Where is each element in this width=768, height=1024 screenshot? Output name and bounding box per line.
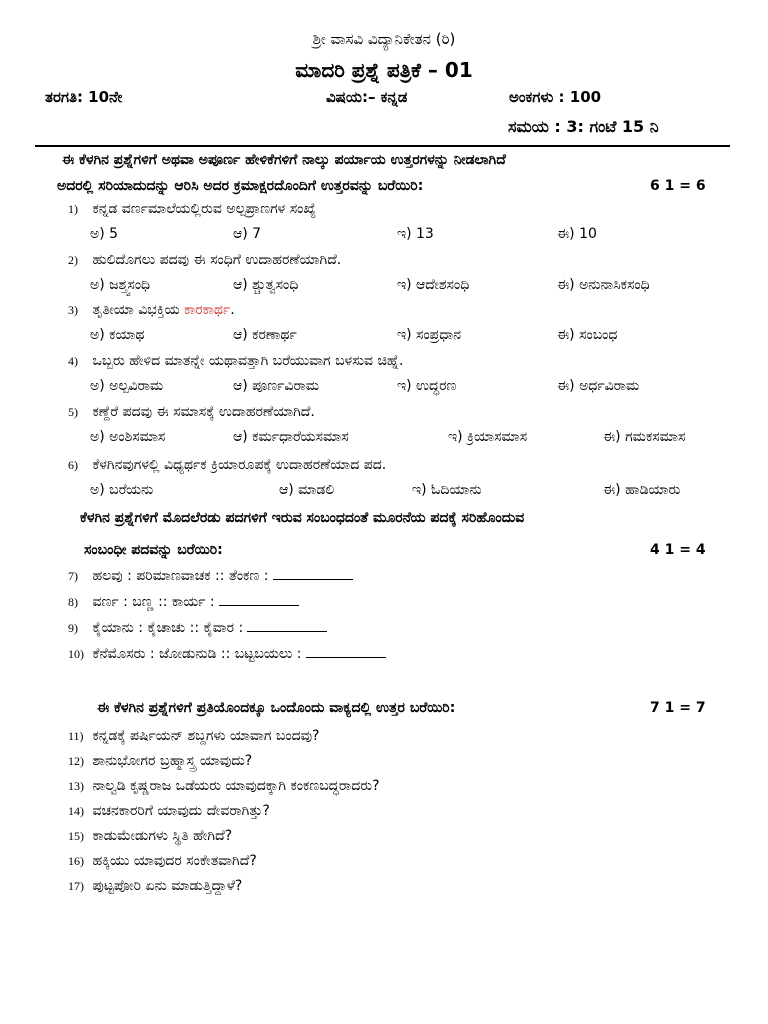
section3-instruction: ಈ ಕೆಳಗಿನ ಪ್ರಶ್ನೆಗಳಿಗೆ ಪ್ರತಿಯೊಂದಕ್ಕೂ ಒಂದೊಂದು ವಾಕ್ಯದಲ್ಲಿ ಉತ್ತರ ಬರೆಯಿರಿ: (97, 700, 456, 716)
question-5 (68, 404, 315, 420)
option-a: ಅ) ಬರೆಯನು (90, 482, 154, 498)
answer-blank (306, 656, 386, 658)
question-6 (68, 457, 386, 473)
question-number: 12) (68, 754, 84, 768)
header-divider (35, 145, 730, 147)
question-number: 5) (68, 405, 78, 419)
paper-title: ಮಾದರಿ ಪ್ರಶ್ನೆ ಪತ್ರಿಕೆ – 01 (295, 58, 473, 82)
question-text: ಕೆಳಗಿನವುಗಳಲ್ಲಿ ವಿಧ್ಯರ್ಥಕ ಕ್ರಿಯಾರೂಪಕ್ಕೆ ಉದಾಹರಣೆಯಾದ ಪದ. (92, 457, 387, 473)
question-text: ಹಕ್ಕಿಯು ಯಾವುದರ ಸಂಕೇತವಾಗಿದೆ? (92, 853, 257, 869)
option-c: ಇ) ಸಂಪ್ರಧಾನ (397, 327, 462, 343)
answer-blank (273, 578, 353, 580)
option-a: ಅ) 5 (90, 226, 119, 242)
answer-blank (247, 630, 327, 632)
answer-blank (219, 604, 299, 606)
subject-label: ವಿಷಯ:– ಕನ್ನಡ (326, 88, 408, 106)
option-b: ಆ) ಶ್ಚುತ್ವಸಂಧಿ (233, 277, 299, 293)
option-a: ಅ) ಅಲ್ಪವಿರಾಮ (90, 378, 164, 394)
question-text: ಒಬ್ಬರು ಹೇಳಿದ ಮಾತನ್ನೇ ಯಥಾವತ್ತಾಗಿ ಬರೆಯುವಾಗ ಬಳಸುವ ಚಿಹ್ನೆ. (92, 353, 404, 369)
question-text: ಶಾನುಭೋಗರ ಬ್ರಹ್ಮಾಸ್ತ್ರ ಯಾವುದು? (92, 753, 253, 769)
question-text: ವರ್ಣ : ಬಣ್ಣ :: ಕಾರ್ಯ : (92, 594, 215, 610)
question-10 (68, 646, 386, 662)
question-text: ಕನ್ನಡ ವರ್ಣಮಾಲೆಯಲ್ಲಿರುವ ಅಲ್ಪಪ್ರಾಣಗಳ ಸಂಖ್ಯೆ (92, 201, 317, 217)
question-text-end: . (230, 302, 235, 318)
question-12 (68, 753, 252, 769)
question-number: 2) (68, 253, 78, 267)
question-text: ಹುಲಿದೊಗಲು ಪದವು ಈ ಸಂಧಿಗೆ ಉದಾಹರಣೆಯಾಗಿದೆ. (92, 252, 342, 268)
option-b: ಆ) ಕರ್ಮಧಾರೆಯಸಮಾಸ (233, 429, 349, 445)
option-b: ಆ) 7 (233, 226, 262, 242)
question-14 (68, 803, 270, 819)
question-17 (68, 878, 242, 894)
question-number: 13) (68, 779, 84, 793)
question-text: ಕೆನೆಮೊಸರು : ಜೋಡುನುಡಿ :: ಬಟ್ಟಬಯಲು : (92, 646, 302, 662)
question-number: 14) (68, 804, 84, 818)
question-text: ವಚನಕಾರರಿಗೆ ಯಾವುದು ದೇವರಾಗಿತ್ತು? (92, 803, 270, 819)
section1-instruction-line2: ಅದರಲ್ಲಿ ಸರಿಯಾದುದನ್ನು ಆರಿಸಿ ಅದರ ಕ್ರಮಾಕ್ಷರದೊಂದಿಗೆ ಉತ್ತರವನ್ನು ಬರೆಯಿರಿ: (57, 178, 424, 194)
question-text: ಕೈಯಾನು : ಕೈಚಾಚು :: ಕೈವಾರ : (92, 620, 244, 636)
question-1 (68, 201, 316, 217)
option-a: ಅ) ಜಶ್ತ್ವಸಂಧಿ (90, 277, 151, 293)
question-text: ಕನ್ನಡಕ್ಕೆ ಪರ್ಷಿಯನ್ ಶಬ್ದಗಳು ಯಾವಾಗ ಬಂದವು? (92, 728, 320, 744)
option-d: ಈ) ಹಾಡಿಯಾರು (603, 482, 681, 498)
question-4 (68, 353, 404, 369)
question-number: 11) (68, 729, 84, 743)
option-c: ಇ) ಓದಿಯಾನು (412, 482, 482, 498)
question-7 (68, 568, 353, 584)
section2-instruction-line1: ಕೆಳಗಿನ ಪ್ರಶ್ನೆಗಳಿಗೆ ಮೊದಲೆರಡು ಪದಗಳಿಗೆ ಇರುವ ಸಂಬಂಧದಂತೆ ಮೂರನೆಯ ಪದಕ್ಕೆ ಸರಿಹೊಂದುವ (80, 510, 525, 526)
question-number: 3) (68, 303, 78, 317)
question-8 (68, 594, 299, 610)
question-text: ಹಲವು : ಪರಿಮಾಣವಾಚಕ :: ತೆಂಕಣ : (92, 568, 269, 584)
option-c: ಇ) ಆದೇಶಸಂಧಿ (397, 277, 470, 293)
highlighted-term: ಕಾರಕಾರ್ಥ (184, 302, 231, 318)
option-b: ಆ) ಪೂರ್ಣವಿರಾಮ (233, 378, 320, 394)
option-d: ಈ) ಅರ್ಧವಿರಾಮ (557, 378, 640, 394)
class-label: ತರಗತಿ: 10ನೇ (45, 88, 123, 106)
option-c: ಇ) 13 (397, 226, 434, 242)
question-number: 4) (68, 354, 78, 368)
option-a: ಅ) ಅಂಶಿಸಮಾಸ (90, 429, 166, 445)
question-number: 15) (68, 829, 84, 843)
time-label: ಸಮಯ : 3: ಗಂಟೆ 15 ನಿ (508, 117, 659, 136)
option-d: ಈ) ಅನುನಾಸಿಕಸಂಧಿ (557, 277, 650, 293)
school-name: ಶ್ರೀ ವಾಸವಿ ವಿದ್ಯಾನಿಕೇತನ (ರಿ) (312, 30, 456, 48)
option-a: ಅ) ಕಯಾಥ (90, 327, 145, 343)
question-16 (68, 853, 257, 869)
option-c: ಇ) ಉದ್ಧರಣ (397, 378, 457, 394)
question-text: ಪುಟ್ಟಪೋರಿ ಏನು ಮಾಡುತ್ತಿದ್ದಾಳೆ? (92, 878, 243, 894)
question-13 (68, 778, 380, 794)
question-number: 8) (68, 595, 78, 609)
section2-instruction-line2: ಸಂಬಂಧೀ ಪದವನ್ನು ಬರೆಯಿರಿ: (84, 542, 223, 558)
question-2 (68, 252, 341, 268)
question-15 (68, 828, 232, 844)
question-9 (68, 620, 327, 636)
marks-label: ಅಂಕಗಳು : 100 (509, 88, 602, 106)
section3-marks: 7 1 = 7 (650, 700, 706, 716)
question-11 (68, 728, 319, 744)
option-b: ಆ) ಕರಣಾರ್ಥ (233, 327, 297, 343)
section1-instruction-line1: ಈ ಕೆಳಗಿನ ಪ್ರಶ್ನೆಗಳಿಗೆ ಅಥವಾ ಅಪೂರ್ಣ ಹೇಳಿಕೆಗಳಿಗೆ ನಾಲ್ಕು ಪರ್ಯಾಯ ಉತ್ತರಗಳನ್ನು ನೀಡಲಾಗಿದೆ (62, 152, 506, 168)
question-text: ಕಣ್ದೆರೆ ಪದವು ಈ ಸಮಾಸಕ್ಕೆ ಉದಾಹರಣೆಯಾಗಿದೆ. (92, 404, 315, 420)
option-d: ಈ) ಸಂಬಂಧ (557, 327, 618, 343)
question-text: ನಾಲ್ವಡಿ ಕೃಷ್ಣರಾಜ ಒಡೆಯರು ಯಾವುದಕ್ಕಾಗಿ ಕಂಕಣಬದ್ಧರಾದರು? (92, 778, 380, 794)
option-b: ಆ) ಮಾಡಲಿ (279, 482, 335, 498)
question-text: ತೃತೀಯಾ ವಿಭಕ್ತಿಯ (92, 302, 185, 318)
option-d: ಈ) ಗಮಕಸಮಾಸ (603, 429, 686, 445)
section1-marks: 6 1 = 6 (650, 178, 706, 194)
question-number: 10) (68, 647, 84, 661)
question-number: 1) (68, 202, 78, 216)
question-number: 9) (68, 621, 78, 635)
question-number: 6) (68, 458, 78, 472)
section2-marks: 4 1 = 4 (650, 542, 706, 558)
question-3 (68, 302, 235, 318)
option-d: ಈ) 10 (557, 226, 597, 242)
option-c: ಇ) ಕ್ರಿಯಾಸಮಾಸ (448, 429, 528, 445)
question-number: 7) (68, 569, 78, 583)
question-number: 17) (68, 879, 84, 893)
question-text: ಕಾಡುಮೇಡುಗಳು ಸ್ಥಿತಿ ಹೇಗಿದೆ? (92, 828, 233, 844)
question-number: 16) (68, 854, 84, 868)
